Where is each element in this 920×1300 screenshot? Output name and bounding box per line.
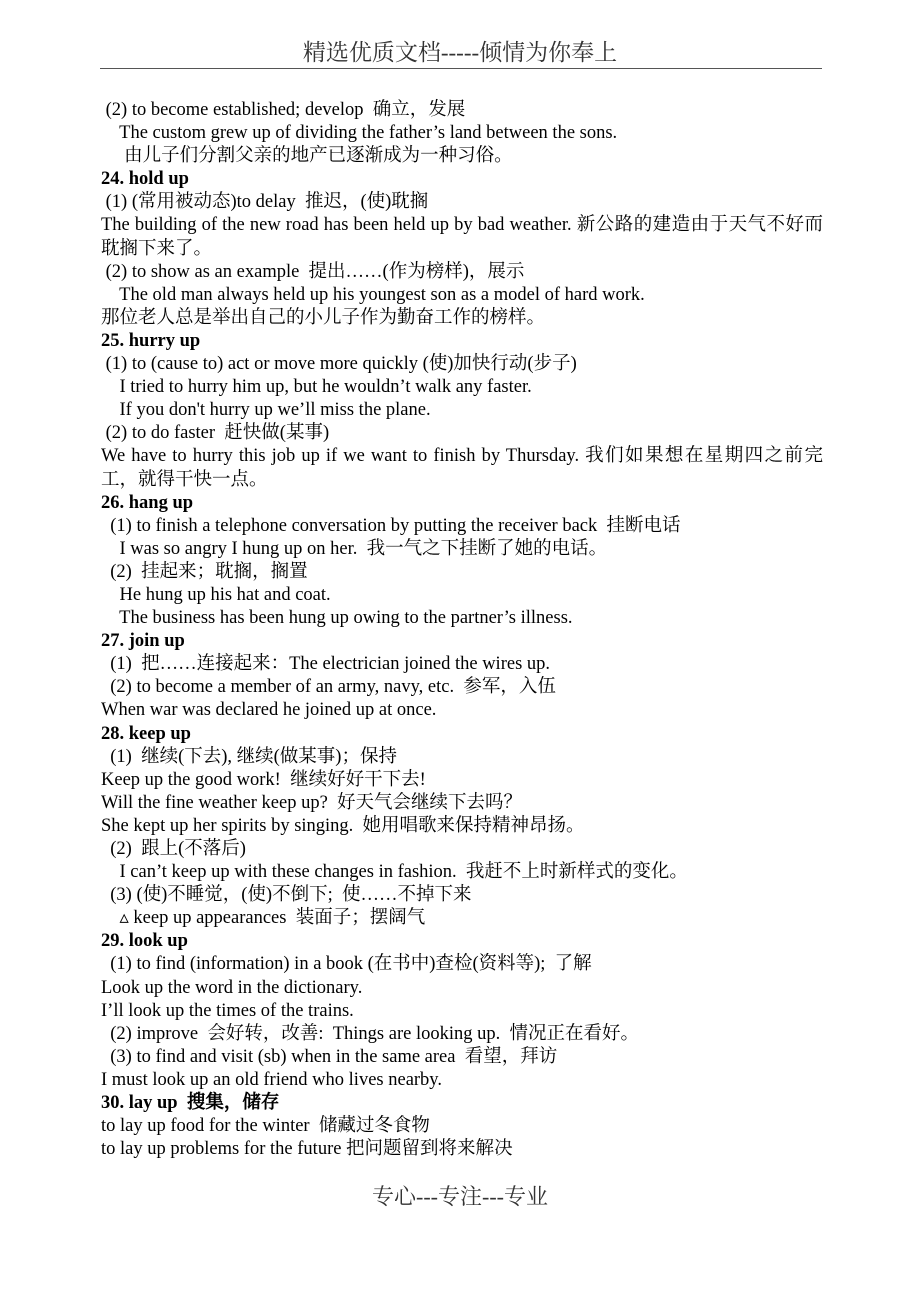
- example-sentence: Look up the word in the dictionary.: [101, 977, 363, 998]
- example-sentence: I tried to hurry him up, but he wouldn’t walk any faster.: [101, 377, 532, 398]
- example-sentence: The building of the new road has been held up by bad weather. 新公路的建造由于天气不好而耽搁下来了。: [101, 215, 823, 259]
- definition: (2) 跟上(不落后): [101, 839, 246, 859]
- example-sentence: to lay up problems for the future 把问题留到将来解决: [101, 1139, 513, 1160]
- entry-heading-look-up: 29. look up: [101, 931, 188, 952]
- example-sentence: I’ll look up the times of the trains.: [101, 1000, 354, 1021]
- text-line: (2) to become established; develop 确立，发展: [101, 100, 466, 120]
- page-footer: 专心---专注---专业: [372, 1184, 548, 1209]
- entry-heading-keep-up: 28. keep up: [101, 723, 191, 744]
- definition: (2) to become a member of an army, navy, etc. 参军，入伍: [101, 677, 556, 698]
- definition: (1) 把……连接起来：The electrician joined the wires up.: [101, 654, 551, 675]
- example-sentence: The business has been hung up owing to the partner’s illness.: [101, 608, 573, 629]
- translation: 由儿子们分割父亲的地产已逐渐成为一种习俗。: [101, 146, 513, 167]
- translation: 那位老人总是举出自己的小儿子作为勤奋工作的榜样。: [101, 307, 546, 328]
- example-sentence: Will the fine weather keep up? 好天气会继续下去吗？: [101, 792, 523, 813]
- example-sentence: If you don't hurry up we’ll miss the plane.: [101, 400, 431, 421]
- definition: (2) to show as an example 提出……(作为榜样)，展示: [101, 261, 525, 282]
- example-sentence: She kept up her spirits by singing. 她用唱歌来保持精神昂扬。: [101, 815, 585, 836]
- definition: (3) to find and visit (sb) when in the same area 看望，拜访: [101, 1046, 558, 1067]
- example-sentence: I can’t keep up with these changes in fashion. 我赶不上时新样式的变化。: [101, 862, 688, 883]
- phrase-note: ▵ keep up appearances 装面子；摆阔气: [101, 908, 426, 929]
- example-sentence: I was so angry I hung up on her. 我一气之下挂断了她的电话。: [101, 538, 608, 559]
- definition: (1) (常用被动态)to delay 推迟，(使)耽搁: [101, 192, 429, 213]
- definition: (2) 挂起来；耽搁，搁置: [101, 561, 308, 582]
- entry-heading-hurry-up: 25. hurry up: [101, 330, 201, 351]
- header-rule: [100, 68, 822, 69]
- document-body: [101, 99, 823, 1161]
- page-header: 精选优质文档-----倾情为你奉上: [302, 40, 618, 65]
- entry-heading-hang-up: 26. hang up: [101, 492, 194, 513]
- entry-heading-join-up: 27. join up: [101, 631, 185, 652]
- entry-heading-hold-up: 24. hold up: [101, 169, 189, 190]
- definition: (1) to (cause to) act or move more quickly (使)加快行动(步子): [101, 354, 577, 375]
- definition: (1) 继续(下去), 继续(做某事)；保持: [101, 746, 397, 767]
- definition: (3) (使)不睡觉，(使)不倒下; 使……不掉下来: [101, 885, 472, 906]
- example-sentence: I must look up an old friend who lives nearby.: [101, 1069, 442, 1090]
- example-sentence: to lay up food for the winter 储藏过冬食物: [101, 1116, 430, 1137]
- definition: (1) to finish a telephone conversation by putting the receiver back 挂断电话: [101, 515, 681, 536]
- definition: (2) improve 会好转，改善: Things are looking up. 情况正在看好。: [101, 1023, 639, 1044]
- entry-heading-lay-up: 30. lay up 搜集，储存: [101, 1093, 280, 1114]
- example-sentence: The custom grew up of dividing the father’s land between the sons.: [101, 123, 618, 144]
- definition: (1) to find (information) in a book (在书中)查检(资料等); 了解: [101, 954, 592, 975]
- example-sentence: The old man always held up his youngest son as a model of hard work.: [101, 284, 645, 305]
- definition: (2) to do faster 赶快做(某事): [101, 423, 330, 444]
- example-sentence: Keep up the good work! 继续好好干下去!: [101, 769, 426, 790]
- example-sentence: We have to hurry this job up if we want to finish by Thursday. 我们如果想在星期四之前完工，就得干快一点。: [101, 446, 823, 490]
- example-sentence: He hung up his hat and coat.: [101, 584, 331, 605]
- example-sentence: When war was declared he joined up at once.: [101, 700, 437, 721]
